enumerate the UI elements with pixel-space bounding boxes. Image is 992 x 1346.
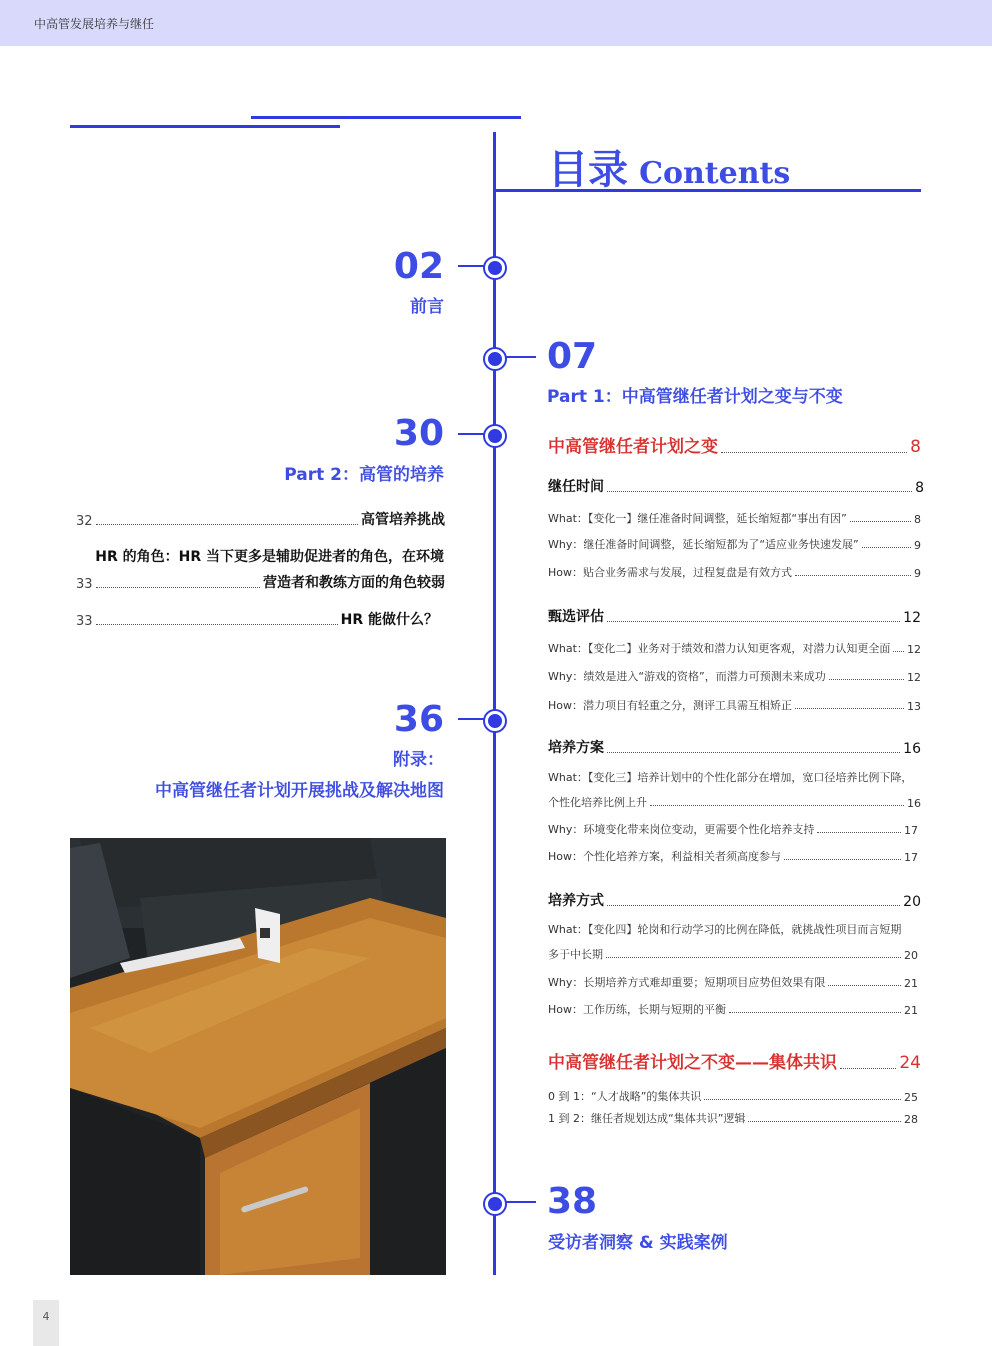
- toc-page: 32: [76, 514, 93, 529]
- toc-entry[interactable]: [548, 640, 921, 656]
- toc-entry[interactable]: [548, 536, 921, 552]
- toc-label: Why：继任准备时间调整，延长缩短都为了“适应业务快速发展”: [548, 538, 859, 551]
- toc-page: 13: [907, 700, 921, 713]
- timeline-dot-30: [485, 426, 505, 446]
- toc-entry[interactable]: [548, 848, 918, 864]
- connector-07: [500, 356, 536, 358]
- toc-label: 中高管继任者计划之变: [548, 437, 718, 457]
- toc-label: 营造者和教练方面的角色较弱: [263, 575, 445, 591]
- toc-entry[interactable]: [548, 564, 921, 580]
- toc-entry[interactable]: [548, 697, 921, 713]
- section-title-part2[interactable]: Part 2：高管的培养: [284, 465, 444, 485]
- toc-entry[interactable]: [548, 1110, 918, 1126]
- section-title-appendix-sub[interactable]: 中高管继任者计划开展挑战及解决地图: [155, 781, 444, 801]
- timeline-dot-38: [485, 1194, 505, 1214]
- toc-page: 12: [903, 610, 921, 626]
- toc-entry[interactable]: [76, 609, 438, 629]
- section-number-30: 30: [393, 413, 444, 454]
- toc-page: 28: [904, 1113, 918, 1126]
- toc-page: 16: [907, 797, 921, 810]
- page-number: 4: [42, 1310, 50, 1323]
- dot-leader: [606, 957, 901, 958]
- toc-label: 甄选评估: [548, 609, 604, 625]
- dot-leader: [729, 1012, 901, 1013]
- timeline-dot-36: [485, 711, 505, 731]
- document-title: 中高管发展培养与继任: [34, 17, 155, 31]
- toc-label: 0 到 1：“人才战略”的集体共识: [548, 1090, 702, 1103]
- section-number-07: 07: [547, 336, 598, 377]
- dot-leader: [96, 624, 338, 625]
- toc-page: 25: [904, 1091, 918, 1104]
- toc-page: 20: [903, 894, 921, 910]
- connector-36: [458, 718, 488, 720]
- dot-leader: [748, 1121, 901, 1122]
- toc-page: 21: [904, 1004, 918, 1017]
- dot-leader: [607, 621, 900, 622]
- toc-label: How：个性化培养方案，利益相关者须高度参与: [548, 850, 781, 863]
- toc-label: 个性化培养比例上升: [548, 796, 647, 809]
- connector-38: [500, 1201, 536, 1203]
- toc-label: Why：绩效是进入“游戏的资格”，而潜力可预测未来成功: [548, 670, 826, 683]
- toc-page: 17: [904, 824, 918, 837]
- dot-leader: [893, 651, 904, 652]
- toc-group-heading[interactable]: [548, 606, 921, 626]
- toc-label: HR 能做什么？: [340, 612, 438, 628]
- toc-label: 培养方式: [548, 893, 604, 909]
- dot-leader: [96, 587, 260, 588]
- toc-page: 12: [907, 643, 921, 656]
- toc-page: 12: [907, 671, 921, 684]
- toc-page: 9: [914, 539, 921, 552]
- section-number-02: 02: [393, 246, 444, 287]
- toc-entry[interactable]: [548, 821, 918, 837]
- dot-leader: [840, 1068, 896, 1069]
- toc-page: 24: [899, 1053, 921, 1073]
- contents-heading: [548, 138, 790, 195]
- toc-group-heading[interactable]: [548, 890, 921, 910]
- toc-page: 33: [76, 577, 93, 592]
- page-number-tab: [33, 1300, 59, 1346]
- toc-entry[interactable]: [548, 946, 918, 962]
- toc-label: 继任时间: [548, 479, 604, 495]
- toc-entry-line1[interactable]: What：【变化三】培养计划中的个性化部分在增加，宽口径培养比例下降，: [548, 771, 913, 784]
- dot-leader: [795, 575, 911, 576]
- toc-label: Why：环境变化带来岗位变动，更需要个性化培养支持: [548, 823, 815, 836]
- dot-leader: [817, 832, 901, 833]
- toc-entry-nochange[interactable]: [548, 1048, 921, 1073]
- toc-page: 9: [914, 567, 921, 580]
- toc-page: 17: [904, 851, 918, 864]
- section-title-part1[interactable]: Part 1：中高管继任者计划之变与不变: [547, 387, 843, 407]
- toc-entry-line1[interactable]: What：【变化四】轮岗和行动学习的比例在降低，就挑战性项目而言短期: [548, 923, 902, 936]
- dot-leader: [607, 905, 900, 906]
- toc-label: 培养方案: [548, 740, 604, 756]
- toc-page: 8: [910, 437, 921, 457]
- dot-leader: [795, 708, 904, 709]
- decor-line-left: [70, 125, 340, 128]
- toc-label: 多于中长期: [548, 948, 603, 961]
- dot-leader: [607, 491, 912, 492]
- toc-label: How：潜力项目有轻重之分，测评工具需互相矫正: [548, 699, 792, 712]
- dot-leader: [828, 985, 901, 986]
- connector-30: [458, 433, 488, 435]
- toc-entry[interactable]: [548, 974, 918, 990]
- dot-leader: [784, 859, 901, 860]
- section-number-38: 38: [547, 1181, 598, 1222]
- toc-page: 33: [76, 614, 93, 629]
- toc-page: 8: [914, 513, 921, 526]
- contents-heading-cn: 目录: [548, 146, 628, 193]
- office-desk-photo: [70, 838, 446, 1275]
- toc-entry-change[interactable]: [548, 432, 921, 457]
- decor-line-top: [251, 116, 521, 119]
- toc-entry[interactable]: [76, 572, 445, 592]
- dot-leader: [862, 547, 911, 548]
- toc-group-heading[interactable]: [548, 476, 924, 496]
- toc-entry[interactable]: [548, 1088, 918, 1104]
- section-title-appendix[interactable]: 附录：: [393, 750, 444, 770]
- dot-leader: [704, 1099, 901, 1100]
- timeline-dot-02: [485, 258, 505, 278]
- toc-group-heading[interactable]: [548, 737, 921, 757]
- section-title-cases[interactable]: 受访者洞察 & 实践案例: [548, 1233, 728, 1253]
- toc-page: 21: [904, 977, 918, 990]
- toc-label: 中高管继任者计划之不变——集体共识: [548, 1053, 837, 1073]
- timeline-vertical-line: [493, 132, 496, 1275]
- dot-leader: [650, 805, 904, 806]
- toc-page: 16: [903, 741, 921, 757]
- toc-entry[interactable]: [548, 1001, 918, 1017]
- section-number-36: 36: [393, 699, 444, 740]
- toc-page: 20: [904, 949, 918, 962]
- toc-entry[interactable]: [548, 668, 921, 684]
- toc-label: What：【变化二】业务对于绩效和潜力认知更客观，对潜力认知更全面: [548, 642, 891, 655]
- toc-page: 8: [915, 480, 924, 496]
- dot-leader: [829, 679, 904, 680]
- toc-label: 高管培养挑战: [361, 512, 445, 528]
- contents-heading-en: Contents: [639, 156, 791, 191]
- toc-label: How：贴合业务需求与发展，过程复盘是有效方式: [548, 566, 792, 579]
- timeline-dot-07: [485, 349, 505, 369]
- toc-label: Why：长期培养方式难却重要；短期项目应势但效果有限: [548, 976, 826, 989]
- toc-label-line1[interactable]: HR 的角色：HR 当下更多是辅助促进者的角色，在环境: [95, 549, 444, 565]
- section-title-preface[interactable]: 前言: [410, 297, 444, 317]
- dot-leader: [721, 452, 907, 453]
- toc-label: What：【变化一】继任准备时间调整，延长缩短都“事出有因”: [548, 512, 847, 525]
- dot-leader: [850, 521, 911, 522]
- toc-entry[interactable]: [548, 794, 921, 810]
- dot-leader: [607, 752, 900, 753]
- connector-02: [458, 265, 488, 267]
- dot-leader: [96, 524, 358, 525]
- toc-entry[interactable]: [548, 510, 921, 526]
- toc-label: 1 到 2：继任者规划达成“集体共识”逻辑: [548, 1112, 746, 1125]
- toc-label: How：工作历练，长期与短期的平衡: [548, 1003, 726, 1016]
- toc-entry[interactable]: [76, 509, 445, 529]
